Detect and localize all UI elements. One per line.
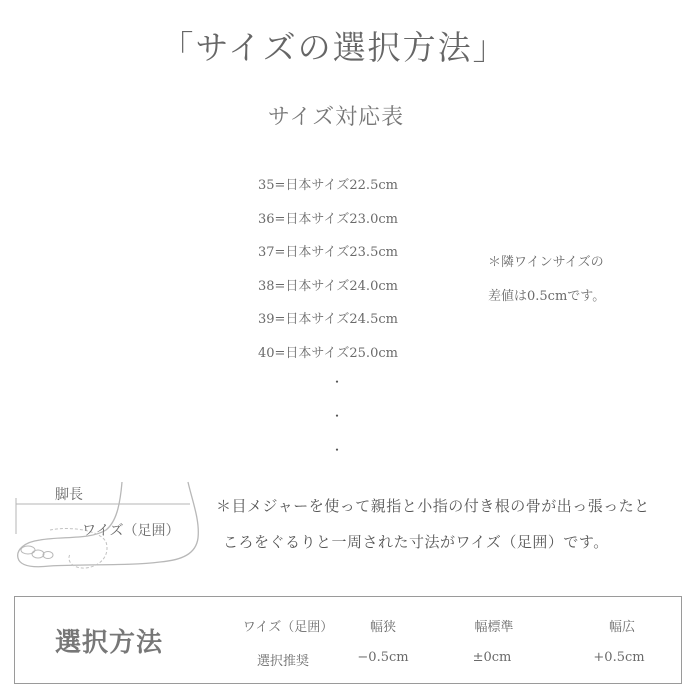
value-cell-standard: ±0cm: [472, 650, 512, 665]
note-line: 差値は0.5cmです。: [488, 289, 606, 304]
selection-method-panel: [14, 596, 682, 684]
size-row: 35=日本サイズ22.5cm: [258, 178, 398, 193]
size-row: 36=日本サイズ23.0cm: [258, 211, 398, 227]
continuation-dots: [331, 372, 344, 474]
value-cell-narrow: −0.5cm: [357, 650, 409, 665]
dot: ・: [331, 375, 344, 389]
size-row: 39=日本サイズ24.5cm: [258, 312, 398, 328]
size-step-note: [488, 246, 648, 314]
dot: ・: [331, 409, 344, 423]
header-cell-standard: 幅標準: [474, 620, 514, 635]
measurement-instructions: [216, 488, 696, 560]
value-cell-wide: +0.5cm: [593, 650, 645, 665]
header-cell-width: ワイズ（足囲）: [242, 620, 334, 635]
size-row: 37=日本サイズ23.5cm: [258, 245, 398, 261]
page-title: 「サイズの選択方法」: [160, 28, 508, 67]
instruction-line: ＊目メジャーを使って親指と小指の付き根の骨が出っ張ったと: [216, 497, 650, 515]
foot-width-label: ワイズ（足囲）: [82, 523, 180, 539]
dot: ・: [331, 443, 344, 457]
row-label-recommend: 選択推奨: [256, 654, 310, 669]
header-cell-narrow: 幅狭: [369, 620, 397, 635]
size-chart-heading: サイズ対応表: [267, 105, 405, 130]
note-line: ＊隣ワインサイズの: [488, 255, 604, 270]
instruction-line: ころをぐるりと一周された寸法がワイズ（足囲）です。: [223, 533, 609, 551]
header-cell-wide: 幅広: [608, 620, 636, 635]
selection-method-title: 選択方法: [55, 628, 164, 658]
foot-length-label: 脚長: [55, 487, 83, 503]
size-row: 38=日本サイズ24.0cm: [258, 278, 398, 294]
size-conversion-list: [258, 176, 428, 378]
size-row: 40=日本サイズ25.0cm: [258, 345, 398, 361]
selection-method-table: [15, 597, 681, 683]
